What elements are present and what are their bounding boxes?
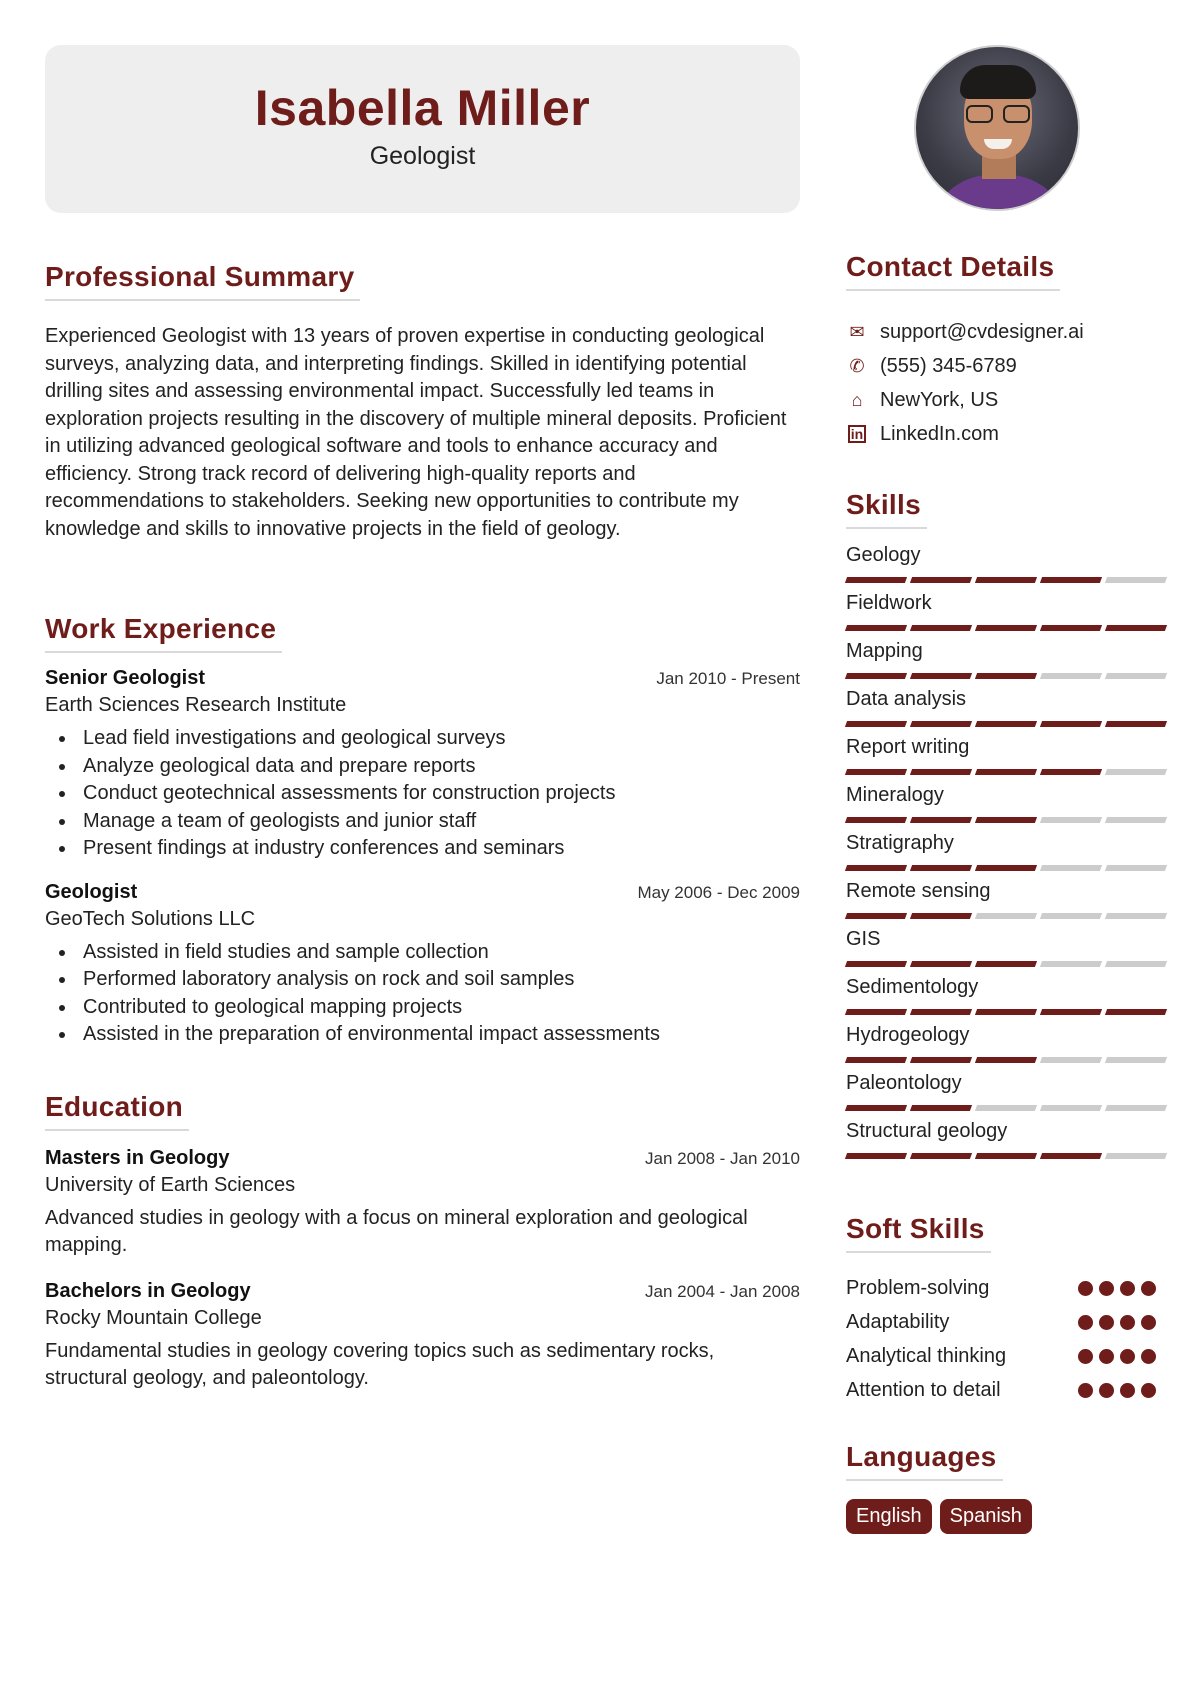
- job-role: Geologist: [45, 880, 138, 903]
- skill-level-segment: [975, 721, 1037, 727]
- skill-item: [846, 1021, 1168, 1063]
- right-column: [846, 45, 1168, 1534]
- skill-item: [846, 973, 1168, 1015]
- list-item: Performed laboratory analysis on rock and soil samples: [45, 966, 800, 994]
- skill-level-segment: [845, 817, 907, 823]
- skill-level-segment: [1040, 673, 1102, 679]
- list-item: Lead field investigations and geological surveys: [45, 725, 800, 753]
- skill-name: Hydrogeology: [846, 1024, 970, 1046]
- education-description: Advanced studies in geology with a focus on mineral exploration and geological mapping.: [45, 1206, 748, 1256]
- degree: Bachelors in Geology: [45, 1279, 251, 1302]
- rating-dot: [1120, 1349, 1135, 1364]
- soft-skill-name: Adaptability: [846, 1310, 950, 1333]
- list-item: Conduct geotechnical assessments for construction projects: [45, 780, 800, 808]
- skill-level-segment: [1105, 865, 1167, 871]
- skill-level-bar: [846, 721, 1168, 727]
- skill-level-segment: [910, 913, 972, 919]
- work-heading: Work Experience: [45, 613, 282, 653]
- skill-name: GIS: [846, 928, 881, 950]
- skill-level-segment: [910, 865, 972, 871]
- left-column: [45, 45, 800, 1393]
- rating-dot: [1099, 1315, 1114, 1330]
- soft-skills-heading: Soft Skills: [846, 1213, 991, 1253]
- skill-level-segment: [975, 673, 1037, 679]
- skill-item: [846, 733, 1168, 775]
- degree: Masters in Geology: [45, 1146, 230, 1169]
- skill-level-segment: [1040, 1057, 1102, 1063]
- skill-level-segment: [975, 1057, 1037, 1063]
- contact-heading: Contact Details: [846, 251, 1060, 291]
- contact-text: LinkedIn.com: [880, 422, 999, 445]
- job-entry: [45, 881, 800, 1049]
- job-dates: Jan 2010 - Present: [656, 669, 800, 688]
- skill-level-segment: [845, 1057, 907, 1063]
- soft-skill-name: Analytical thinking: [846, 1344, 1007, 1367]
- rating-dot: [1141, 1315, 1156, 1330]
- contact-section: [846, 251, 1168, 451]
- skill-name: Remote sensing: [846, 880, 991, 902]
- summary-text: Experienced Geologist with 13 years of proven expertise in conducting geological surveys, analyzing data, and interpreting findings. Skilled in identifying potential drilling sites and assessing environmental impact. Successfully led teams in exploration projects resulting in the discovery of multiple mineral deposits. Proficient in utilizing advanced geological software and tools to enhance accuracy and efficiency. Strong track record of delivering high-quality reports and recommendations to stakeholders. Seeking new opportunities to contribute my knowledge and skills to innovative projects in the field of geology.: [45, 325, 787, 540]
- skill-level-segment: [1040, 721, 1102, 727]
- skill-level-segment: [910, 1057, 972, 1063]
- skill-level-segment: [845, 769, 907, 775]
- contact-item: [846, 349, 1168, 383]
- skill-level-bar: [846, 1105, 1168, 1111]
- skill-level-segment: [845, 1105, 907, 1111]
- skill-level-segment: [845, 1153, 907, 1159]
- skill-name: Paleontology: [846, 1072, 962, 1094]
- skill-name: Stratigraphy: [846, 832, 954, 854]
- rating-dot: [1141, 1349, 1156, 1364]
- summary-heading: Professional Summary: [45, 261, 360, 301]
- list-item: Analyze geological data and prepare reports: [45, 753, 800, 781]
- rating-dot: [1099, 1349, 1114, 1364]
- skill-level-segment: [845, 577, 907, 583]
- skill-level-segment: [1105, 1105, 1167, 1111]
- skill-level-segment: [975, 1153, 1037, 1159]
- contact-item: [846, 417, 1168, 451]
- skill-name: Fieldwork: [846, 592, 932, 614]
- soft-skill-rating: [1078, 1383, 1168, 1398]
- skill-level-segment: [845, 913, 907, 919]
- skill-level-segment: [910, 673, 972, 679]
- languages-heading: Languages: [846, 1441, 1003, 1481]
- skill-level-segment: [1105, 1009, 1167, 1015]
- soft-skills-section: [846, 1213, 1168, 1407]
- contact-text: NewYork, US: [880, 388, 999, 411]
- envelope-icon: ✉: [849, 321, 865, 342]
- skill-level-bar: [846, 769, 1168, 775]
- skill-level-segment: [845, 625, 907, 631]
- rating-dot: [1141, 1281, 1156, 1296]
- skill-level-segment: [845, 1009, 907, 1015]
- skill-level-segment: [1105, 817, 1167, 823]
- skill-level-segment: [1105, 673, 1167, 679]
- rating-dot: [1078, 1281, 1093, 1296]
- rating-dot: [1120, 1315, 1135, 1330]
- linkedin-icon: in: [848, 425, 866, 443]
- work-section: [45, 613, 800, 1049]
- language-badge: Spanish: [940, 1499, 1032, 1534]
- education-dates: Jan 2008 - Jan 2010: [644, 1148, 800, 1168]
- skill-level-segment: [845, 961, 907, 967]
- skill-level-segment: [910, 769, 972, 775]
- skill-level-bar: [846, 1153, 1168, 1159]
- skill-level-segment: [975, 865, 1037, 871]
- skill-level-segment: [1040, 961, 1102, 967]
- skill-level-bar: [846, 625, 1168, 631]
- skill-level-bar: [846, 865, 1168, 871]
- skill-item: [846, 541, 1168, 583]
- profile-photo: [914, 45, 1080, 211]
- candidate-name: Isabella Miller: [254, 80, 591, 136]
- skill-item: [846, 685, 1168, 727]
- contact-text: (555) 345-6789: [880, 354, 1017, 377]
- contact-item: [846, 315, 1168, 349]
- soft-skill-rating: [1078, 1349, 1168, 1364]
- header-banner: [45, 45, 800, 213]
- soft-skill-item: [846, 1373, 1168, 1407]
- skill-level-bar: [846, 1009, 1168, 1015]
- soft-skill-rating: [1078, 1281, 1168, 1296]
- skill-level-segment: [1105, 1057, 1167, 1063]
- education-dates: Jan 2004 - Jan 2008: [644, 1281, 800, 1301]
- job-company: Earth Sciences Research Institute: [45, 694, 347, 716]
- job-role: Senior Geologist: [45, 667, 206, 689]
- rating-dot: [1141, 1383, 1156, 1398]
- skill-level-segment: [1105, 625, 1167, 631]
- candidate-title: Geologist: [369, 142, 476, 170]
- rating-dot: [1078, 1383, 1093, 1398]
- skill-level-segment: [975, 625, 1037, 631]
- rating-dot: [1120, 1383, 1135, 1398]
- skill-level-segment: [1040, 817, 1102, 823]
- skill-level-segment: [910, 721, 972, 727]
- job-entry: [45, 667, 800, 863]
- skill-name: Mapping: [846, 640, 923, 662]
- rating-dot: [1078, 1315, 1093, 1330]
- soft-skill-rating: [1078, 1315, 1168, 1330]
- skill-level-segment: [1040, 769, 1102, 775]
- job-dates: May 2006 - Dec 2009: [637, 882, 800, 902]
- skill-item: [846, 1117, 1168, 1159]
- skill-level-segment: [1040, 1009, 1102, 1015]
- list-item: Assisted in field studies and sample collection: [45, 939, 800, 967]
- languages-section: [846, 1441, 1168, 1534]
- skill-level-segment: [845, 865, 907, 871]
- skill-item: [846, 589, 1168, 631]
- soft-skill-item: [846, 1305, 1168, 1339]
- skill-level-segment: [1040, 865, 1102, 871]
- school: Rocky Mountain College: [45, 1306, 262, 1329]
- contact-item: [846, 383, 1168, 417]
- rating-dot: [1078, 1349, 1093, 1364]
- skills-heading: Skills: [846, 489, 927, 529]
- skill-level-segment: [1040, 1105, 1102, 1111]
- skill-level-bar: [846, 817, 1168, 823]
- rating-dot: [1099, 1383, 1114, 1398]
- home-icon: ⌂: [851, 389, 863, 410]
- education-description: Fundamental studies in geology covering topics such as sedimentary rocks, structural geology, and paleontology.: [45, 1339, 715, 1389]
- skill-level-segment: [910, 961, 972, 967]
- skill-level-segment: [910, 577, 972, 583]
- skill-level-segment: [845, 673, 907, 679]
- skill-level-bar: [846, 913, 1168, 919]
- list-item: Manage a team of geologists and junior staff: [45, 808, 800, 836]
- skill-level-segment: [1040, 913, 1102, 919]
- skill-level-bar: [846, 577, 1168, 583]
- education-heading: Education: [45, 1091, 189, 1131]
- skill-level-segment: [1105, 961, 1167, 967]
- skill-level-segment: [975, 1009, 1037, 1015]
- soft-skill-name: Attention to detail: [846, 1378, 1001, 1401]
- skill-level-segment: [910, 625, 972, 631]
- education-entry: [45, 1280, 800, 1393]
- list-item: Present findings at industry conferences and seminars: [45, 835, 800, 863]
- skill-item: [846, 637, 1168, 679]
- school: University of Earth Sciences: [45, 1173, 296, 1196]
- skill-level-segment: [975, 961, 1037, 967]
- skill-level-segment: [975, 817, 1037, 823]
- skill-level-segment: [1105, 913, 1167, 919]
- skill-level-segment: [1105, 721, 1167, 727]
- skill-level-bar: [846, 961, 1168, 967]
- skill-level-segment: [1040, 625, 1102, 631]
- skill-level-segment: [1105, 577, 1167, 583]
- soft-skills-list: [846, 1271, 1168, 1407]
- contact-list: [846, 315, 1168, 451]
- summary-section: [45, 261, 800, 543]
- skill-item: [846, 781, 1168, 823]
- list-item: Contributed to geological mapping projects: [45, 994, 800, 1022]
- skill-level-bar: [846, 1057, 1168, 1063]
- soft-skill-name: Problem-solving: [846, 1276, 990, 1299]
- soft-skill-item: [846, 1339, 1168, 1373]
- soft-skill-item: [846, 1271, 1168, 1305]
- skill-level-bar: [846, 673, 1168, 679]
- rating-dot: [1120, 1281, 1135, 1296]
- skill-name: Report writing: [846, 736, 970, 758]
- skill-name: Sedimentology: [846, 976, 979, 998]
- skill-name: Structural geology: [846, 1120, 1008, 1142]
- skill-level-segment: [1105, 769, 1167, 775]
- skill-level-segment: [975, 913, 1037, 919]
- skills-section: [846, 489, 1168, 1159]
- skill-item: [846, 1069, 1168, 1111]
- skill-level-segment: [910, 1009, 972, 1015]
- skill-level-segment: [910, 817, 972, 823]
- job-bullets: [45, 939, 800, 1049]
- skill-level-segment: [975, 769, 1037, 775]
- skill-level-segment: [910, 1105, 972, 1111]
- phone-icon: ✆: [849, 355, 865, 376]
- skill-level-segment: [910, 1153, 972, 1159]
- language-badge: English: [846, 1499, 932, 1534]
- job-bullets: [45, 725, 800, 863]
- skill-level-segment: [975, 1105, 1037, 1111]
- skill-item: [846, 877, 1168, 919]
- languages-list: [846, 1499, 1168, 1534]
- skill-level-segment: [845, 721, 907, 727]
- skill-name: Data analysis: [846, 688, 967, 710]
- skill-item: [846, 829, 1168, 871]
- skill-level-segment: [975, 577, 1037, 583]
- skill-name: Mineralogy: [846, 784, 944, 806]
- contact-text: support@cvdesigner.ai: [880, 320, 1084, 343]
- skill-item: [846, 925, 1168, 967]
- job-company: GeoTech Solutions LLC: [45, 907, 256, 930]
- list-item: Assisted in the preparation of environmental impact assessments: [45, 1021, 800, 1049]
- skill-level-segment: [1040, 577, 1102, 583]
- education-entry: [45, 1147, 800, 1260]
- skill-name: Geology: [846, 544, 921, 566]
- skill-level-segment: [1105, 1153, 1167, 1159]
- education-section: [45, 1091, 800, 1393]
- skill-level-segment: [1040, 1153, 1102, 1159]
- rating-dot: [1099, 1281, 1114, 1296]
